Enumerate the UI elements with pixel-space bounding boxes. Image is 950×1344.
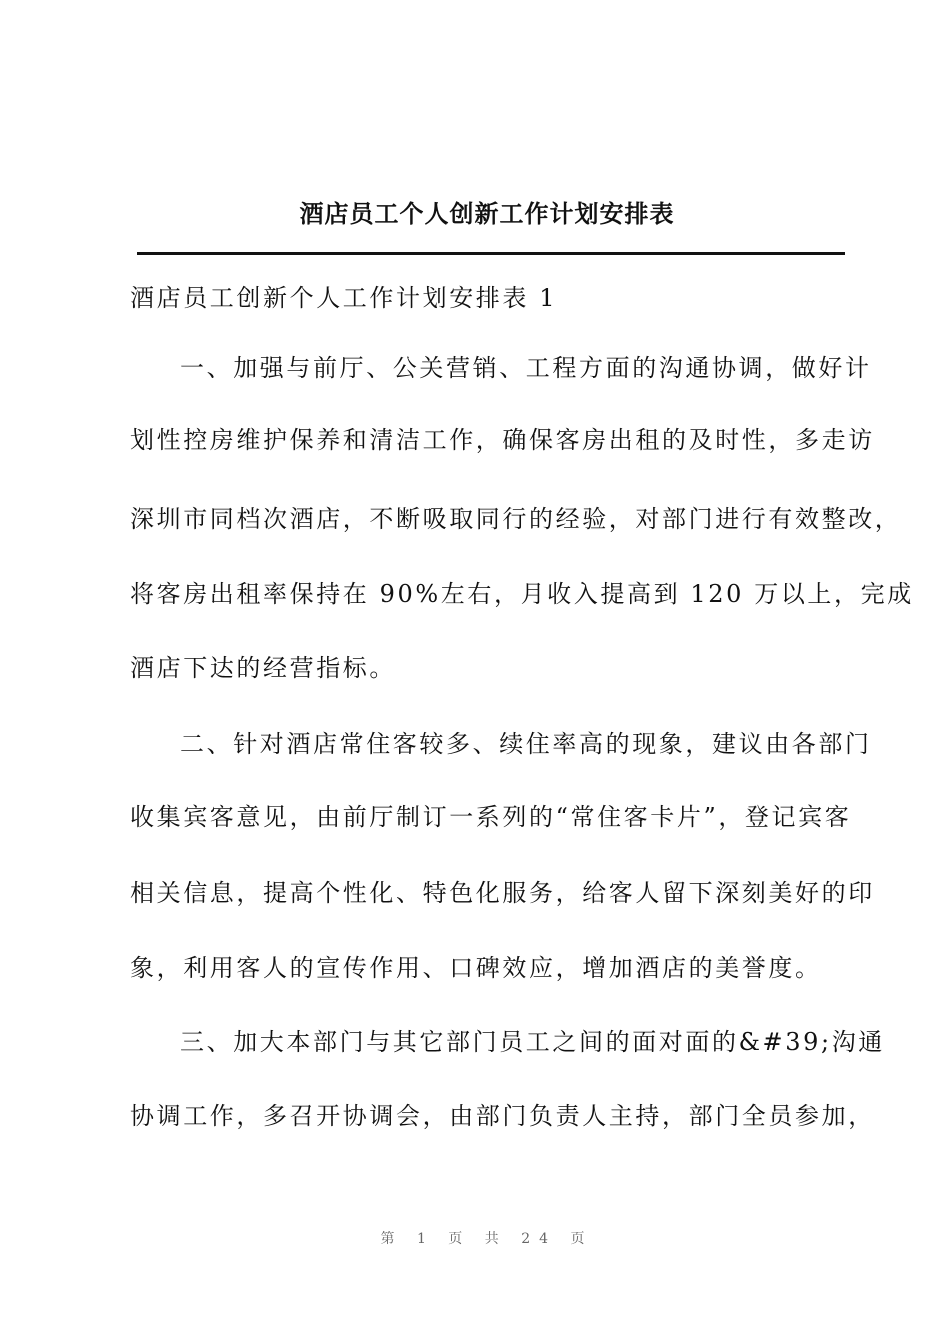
page-number: 第 1 页 共 24 页	[380, 1231, 594, 1247]
title-divider	[137, 252, 845, 255]
paragraph-3-line-2: 协调工作，多召开协调会，由部门负责人主持，部门全员参加，	[130, 1102, 875, 1130]
paragraph-2-line-1: 二、针对酒店常住客较多、续住率高的现象，建议由各部门	[180, 730, 872, 758]
paragraph-1-line-2: 划性控房维护保养和清洁工作，确保客房出租的及时性，多走访	[130, 426, 875, 454]
paragraph-3-line-1: 三、加大本部门与其它部门员工之间的面对面的&#39;沟通	[180, 1028, 885, 1056]
document-title: 酒店员工个人创新工作计划安排表	[299, 199, 675, 228]
paragraph-1-line-3: 深圳市同档次酒店，不断吸取同行的经验，对部门进行有效整改，	[130, 505, 902, 533]
section-heading: 酒店员工创新个人工作计划安排表 1	[130, 284, 558, 312]
paragraph-1-line-5: 酒店下达的经营指标。	[130, 654, 396, 682]
paragraph-2-line-3: 相关信息，提高个性化、特色化服务，给客人留下深刻美好的印	[130, 879, 875, 907]
paragraph-1-line-4: 将客房出租率保持在 90%左右，月收入提高到 120 万以上，完成	[130, 580, 914, 608]
paragraph-2-line-2: 收集宾客意见，由前厅制订一系列的“常住客卡片”，登记宾客	[130, 803, 852, 831]
paragraph-1-line-1: 一、加强与前厅、公关营销、工程方面的沟通协调，做好计	[180, 354, 872, 382]
paragraph-2-line-4: 象，利用客人的宣传作用、口碑效应，增加酒店的美誉度。	[130, 954, 822, 982]
